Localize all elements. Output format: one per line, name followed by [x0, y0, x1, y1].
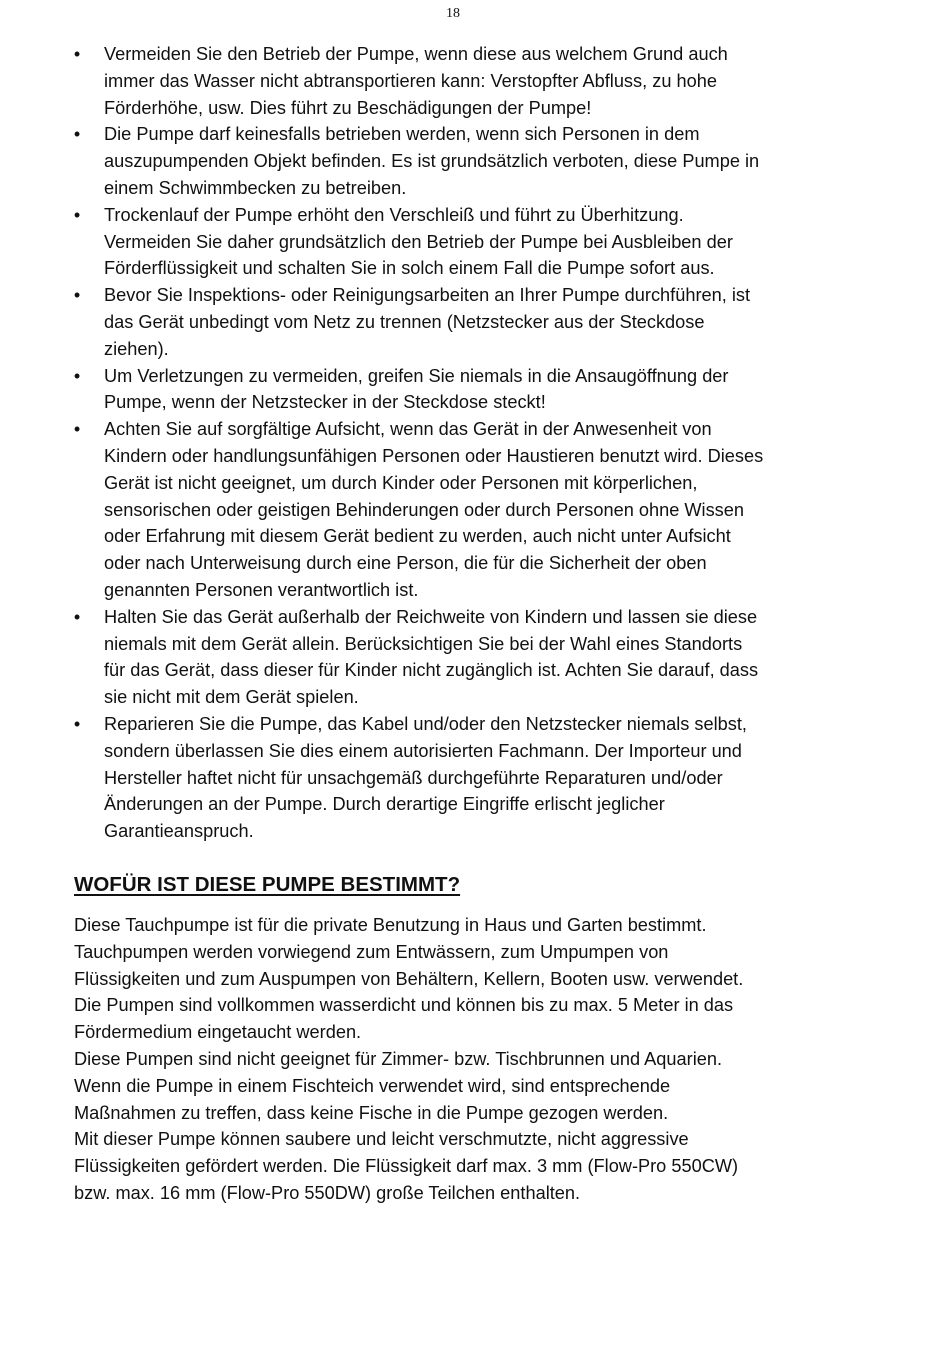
bullet-text-line: immer das Wasser nicht abtransportieren kann: Verstopfter Abfluss, zu hohe	[104, 70, 717, 91]
bullet-text-line: Achten Sie auf sorgfältige Aufsicht, wenn das Gerät in der Anwesenheit von	[104, 419, 712, 440]
bullet-item	[68, 121, 838, 201]
body-text-line: Wenn die Pumpe in einem Fischteich verwendet wird, sind entsprechende	[74, 1075, 671, 1096]
bullet-text-line: Gerät ist nicht geeignet, um durch Kinder oder Personen mit körperlichen,	[104, 472, 698, 493]
bullet-text-line: Pumpe, wenn der Netzstecker in der Steckdose steckt!	[104, 392, 546, 413]
bullet-dot-icon: •	[73, 365, 81, 386]
bullet-text-line: Hersteller haftet nicht für unsachgemäß durchgeführte Reparaturen und/oder	[104, 767, 723, 788]
bullet-item	[68, 416, 838, 604]
bullet-dot-icon: •	[73, 44, 81, 64]
page-number: 18	[446, 6, 460, 21]
bullet-item	[68, 41, 838, 121]
bullet-item	[68, 711, 838, 845]
bullet-text-line: einem Schwimmbecken zu betreiben.	[104, 177, 407, 198]
bullet-text-line: Um Verletzungen zu vermeiden, greifen Sie niemals in die Ansaugöffnung der	[104, 365, 729, 386]
bullet-dot-icon: •	[73, 285, 81, 306]
section-heading: WOFÜR IST DIESE PUMPE BESTIMMT?	[74, 873, 461, 896]
bullet-text-line: Kindern oder handlungsunfähigen Personen oder Haustieren benutzt wird. Dieses	[104, 445, 764, 466]
bullet-dot-icon: •	[73, 419, 81, 440]
bullet-text-line: sie nicht mit dem Gerät spielen.	[104, 687, 359, 708]
body-text-line: Flüssigkeiten gefördert werden. Die Flüssigkeit darf max. 3 mm (Flow-Pro 550CW)	[74, 1156, 739, 1177]
bullet-item	[68, 202, 838, 282]
bullet-text-line: für das Gerät, dass dieser für Kinder nicht zugänglich ist. Achten Sie darauf, dass	[104, 660, 759, 681]
bullet-text-line: Die Pumpe darf keinesfalls betrieben werden, wenn sich Personen in dem	[104, 124, 700, 145]
section-body	[74, 912, 854, 1207]
body-text-line: Fördermedium eingetaucht werden.	[74, 1022, 362, 1043]
bullet-dot-icon: •	[73, 124, 81, 145]
bullet-text-line: niemals mit dem Gerät allein. Berücksichtigen Sie bei der Wahl eines Standorts	[104, 633, 743, 654]
bullet-text-line: ziehen).	[104, 338, 169, 359]
bullet-text-line: Garantieanspruch.	[104, 821, 254, 842]
bullet-text-line: Reparieren Sie die Pumpe, das Kabel und/oder den Netzstecker niemals selbst,	[104, 713, 747, 734]
safety-bullet-list	[68, 41, 838, 845]
bullet-text-line: Förderhöhe, usw. Dies führt zu Beschädigungen der Pumpe!	[104, 97, 592, 118]
bullet-dot-icon: •	[73, 606, 81, 627]
bullet-text-line: Förderflüssigkeit und schalten Sie in solch einem Fall die Pumpe sofort aus.	[104, 258, 715, 279]
bullet-text-line: Bevor Sie Inspektions- oder Reinigungsarbeiten an Ihrer Pumpe durchführen, ist	[104, 285, 751, 306]
bullet-text-line: sondern überlassen Sie dies einem autorisierten Fachmann. Der Importeur und	[104, 740, 742, 761]
bullet-text-line: Trockenlauf der Pumpe erhöht den Verschleiß und führt zu Überhitzung.	[104, 204, 684, 225]
body-text-line: Mit dieser Pumpe können saubere und leicht verschmutzte, nicht aggressive	[74, 1129, 689, 1150]
body-text-line: Flüssigkeiten und zum Auspumpen von Behältern, Kellern, Booten usw. verwendet.	[74, 968, 744, 989]
bullet-text-line: Änderungen an der Pumpe. Durch derartige Eingriffe erlischt jeglicher	[104, 794, 665, 815]
body-text-line: Diese Pumpen sind nicht geeignet für Zimmer- bzw. Tischbrunnen und Aquarien.	[74, 1048, 723, 1069]
bullet-text-line: genannten Personen verantwortlich ist.	[104, 579, 419, 600]
bullet-item	[68, 363, 838, 417]
bullet-text-line: auszupumpenden Objekt befinden. Es ist grundsätzlich verboten, diese Pumpe in	[104, 151, 760, 172]
bullet-text-line: oder Erfahrung mit diesem Gerät bedient zu werden, auch nicht unter Aufsicht	[104, 526, 731, 547]
body-text-line: bzw. max. 16 mm (Flow-Pro 550DW) große Teilchen enthalten.	[74, 1182, 581, 1203]
bullet-text-line: Vermeiden Sie den Betrieb der Pumpe, wenn diese aus welchem Grund auch	[104, 44, 728, 64]
bullet-dot-icon: •	[73, 713, 81, 734]
body-text-line: Maßnahmen zu treffen, dass keine Fische in die Pumpe gezogen werden.	[74, 1102, 669, 1123]
bullet-text-line: oder nach Unterweisung durch eine Person, die für die Sicherheit der oben	[104, 553, 707, 574]
bullet-text-line: sensorischen oder geistigen Behinderungen oder durch Personen ohne Wissen	[104, 499, 745, 520]
bullet-text-line: das Gerät unbedingt vom Netz zu trennen (Netzstecker aus der Steckdose	[104, 311, 705, 332]
bullet-text-line: Vermeiden Sie daher grundsätzlich den Betrieb der Pumpe bei Ausbleiben der	[104, 231, 733, 252]
body-text-line: Die Pumpen sind vollkommen wasserdicht und können bis zu max. 5 Meter in das	[74, 995, 734, 1016]
bullet-dot-icon: •	[73, 204, 81, 225]
bullet-item	[68, 604, 838, 711]
bullet-text-line: Halten Sie das Gerät außerhalb der Reichweite von Kindern und lassen sie diese	[104, 606, 758, 627]
body-text-line: Tauchpumpen werden vorwiegend zum Entwässern, zum Umpumpen von	[74, 941, 669, 962]
bullet-item	[68, 282, 838, 362]
body-text-line: Diese Tauchpumpe ist für die private Benutzung in Haus und Garten bestimmt.	[74, 915, 707, 935]
